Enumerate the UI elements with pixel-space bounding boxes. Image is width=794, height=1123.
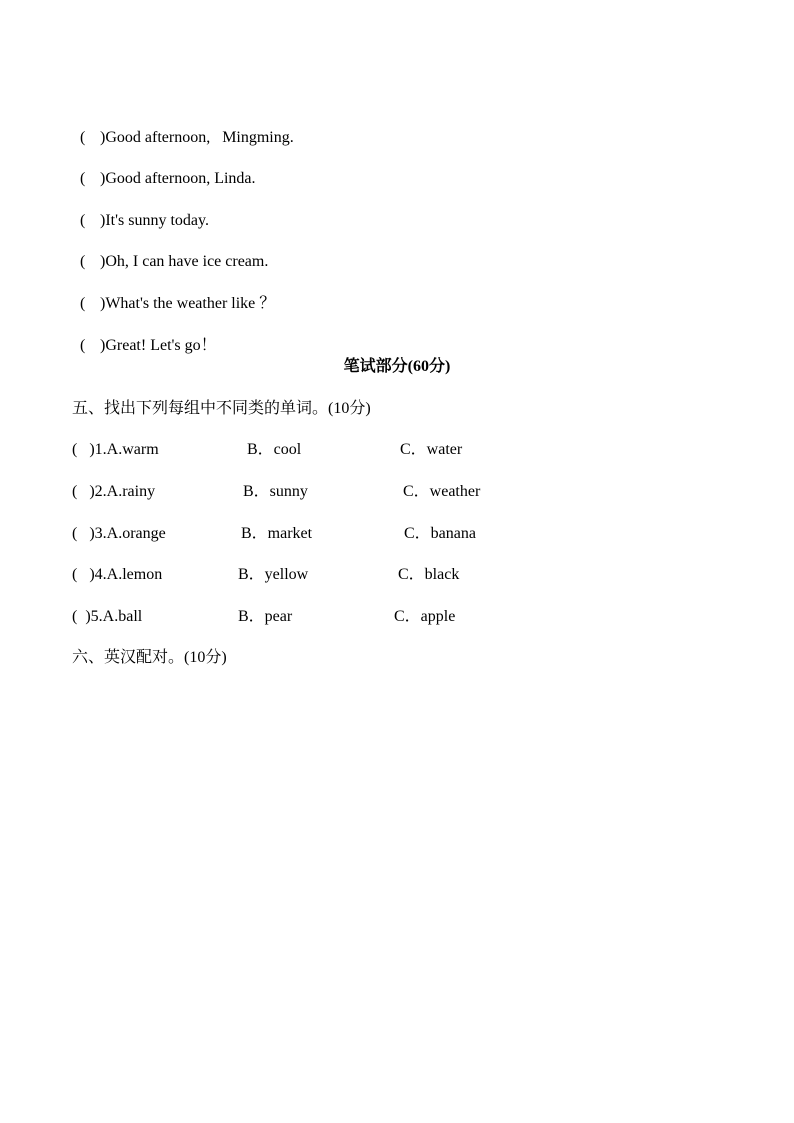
answer-bracket: (	[80, 212, 86, 229]
dialogue-text: )Good afternoon, Mingming.	[100, 129, 294, 146]
written-part-title: 笔试部分(60分)	[343, 358, 451, 375]
answer-bracket: (	[80, 253, 86, 270]
option-c: C．black	[398, 566, 460, 583]
question-stem: ( )5.A.ball	[72, 608, 143, 625]
option-b: B．sunny	[243, 483, 308, 500]
dialogue-text: )Great! Let's go！	[100, 337, 217, 354]
question-stem: ( )2.A.rainy	[72, 483, 156, 500]
option-c: C．weather	[403, 483, 481, 500]
answer-bracket: (	[80, 129, 86, 146]
dialogue-text: )What's the weather like ？	[100, 295, 276, 312]
option-b: B．pear	[238, 608, 293, 625]
answer-bracket: (	[80, 170, 86, 187]
dialogue-line	[72, 316, 217, 356]
dialogue-line	[72, 108, 294, 148]
dialogue-line	[72, 232, 268, 272]
option-b: B．yellow	[238, 566, 309, 583]
option-c: C．banana	[404, 525, 476, 542]
dialogue-text: )Good afternoon, Linda.	[100, 170, 256, 187]
section-5-title: 五、找出下列每组中不同类的单词。(10分)	[72, 400, 371, 417]
question-stem: ( )3.A.orange	[72, 525, 166, 542]
dialogue-line	[72, 274, 275, 314]
question-stem: ( )1.A.warm	[72, 441, 159, 458]
dialogue-text: )Oh, I can have ice cream.	[100, 253, 269, 270]
dialogue-line	[72, 149, 256, 189]
dialogue-line	[72, 191, 209, 231]
dialogue-text: )It's sunny today.	[100, 212, 209, 229]
option-b: B．cool	[247, 441, 302, 458]
option-c: C．apple	[394, 608, 456, 625]
option-b: B．market	[241, 525, 313, 542]
option-c: C．water	[400, 441, 463, 458]
answer-bracket: (	[80, 337, 86, 354]
section-6-title: 六、英汉配对。(10分)	[72, 649, 227, 666]
answer-bracket: (	[80, 295, 86, 312]
question-stem: ( )4.A.lemon	[72, 566, 163, 583]
